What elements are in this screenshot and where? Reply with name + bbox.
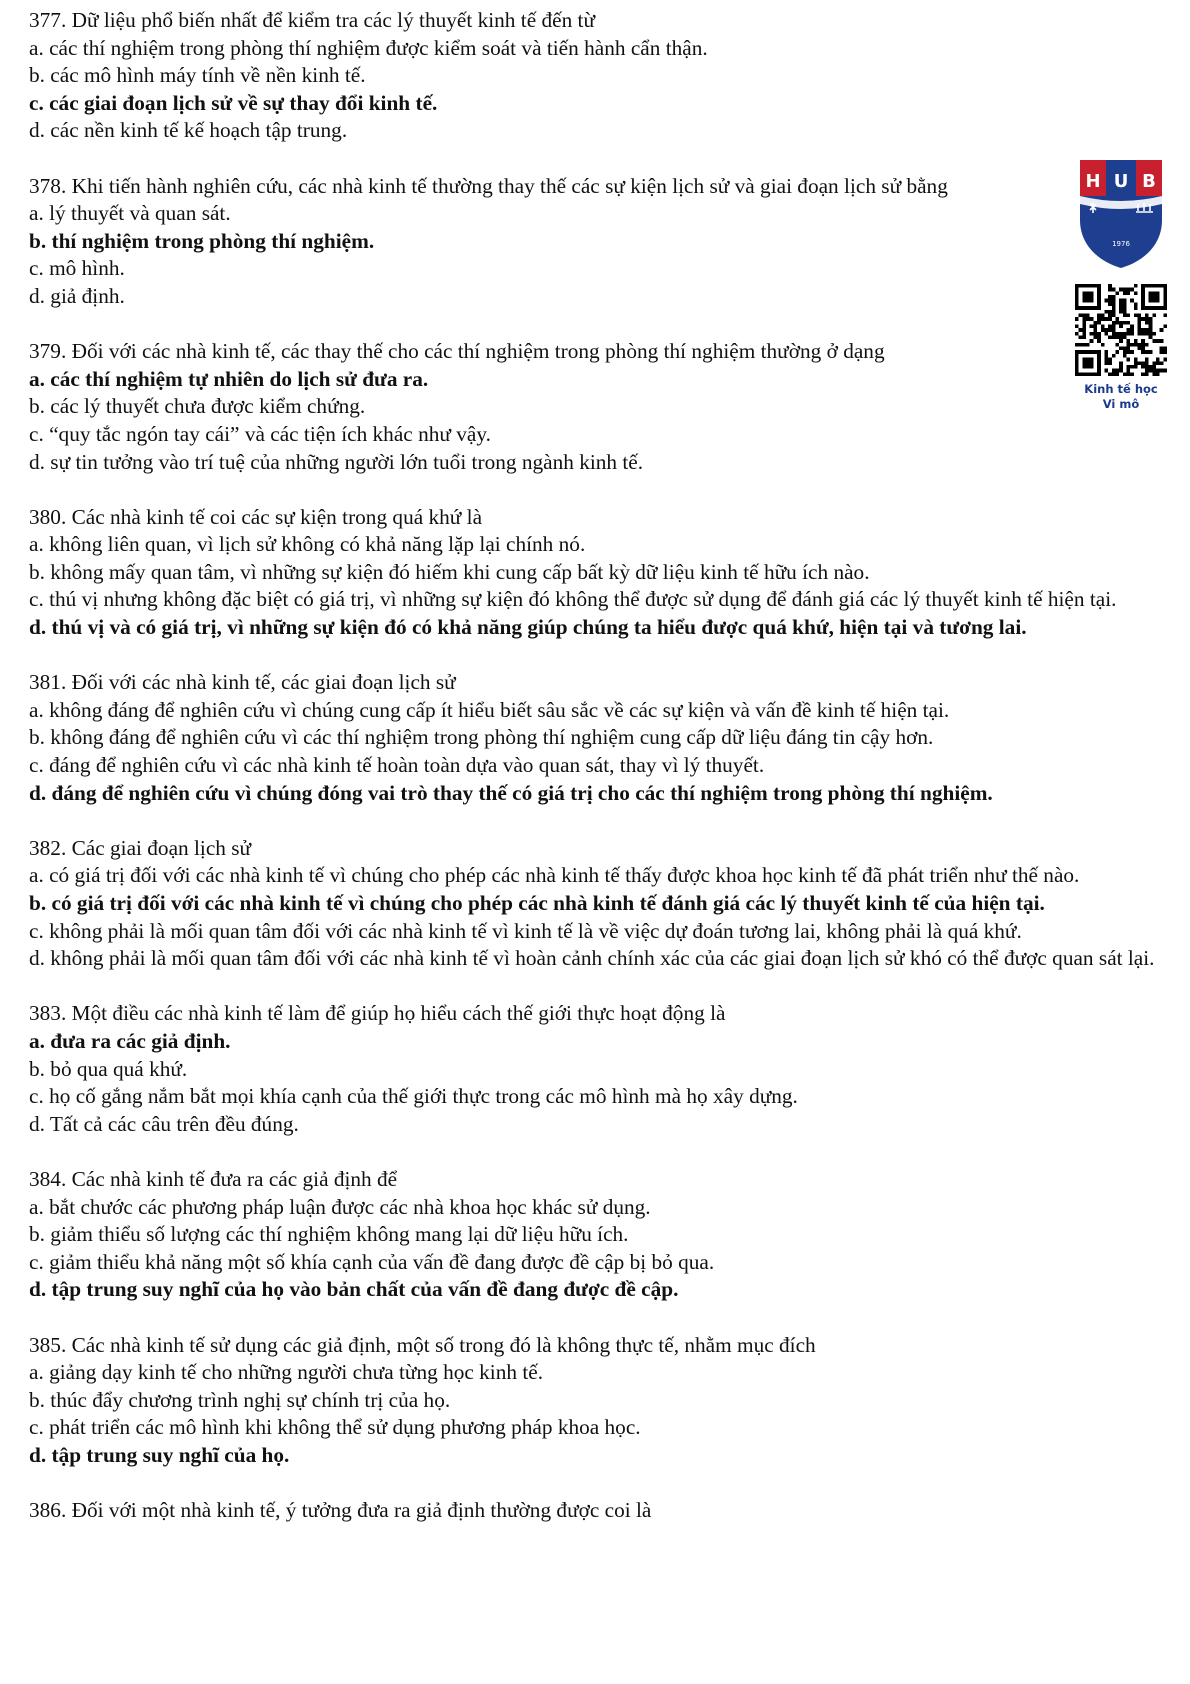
- logo-caption: [1066, 382, 1176, 412]
- answer-option: a. không liên quan, vì lịch sử không có khả năng lặp lại chính nó.: [29, 532, 586, 557]
- answer-option: b. bỏ qua quá khứ.: [29, 1056, 188, 1081]
- question-block: [29, 173, 1169, 311]
- question-stem: 379. Đối với các nhà kinh tế, các thay thế cho các thí nghiệm trong phòng thí nghiệm thường ở dạng: [29, 339, 885, 364]
- answer-option: d. Tất cả các câu trên đều đúng.: [29, 1111, 299, 1136]
- answer-option: c. không phải là mối quan tâm đối với các nhà kinh tế vì kinh tế là về việc dự đoán tương lai, không phải là quá khứ.: [29, 918, 1022, 943]
- question-stem: 383. Một điều các nhà kinh tế làm để giúp họ hiểu cách thế giới thực hoạt động là: [29, 1001, 726, 1026]
- question-block: [29, 1332, 1169, 1470]
- answer-option-correct: c. các giai đoạn lịch sử về sự thay đổi kinh tế.: [29, 90, 438, 115]
- answer-option: b. các mô hình máy tính về nền kinh tế.: [29, 63, 366, 88]
- answer-option: c. mô hình.: [29, 256, 125, 281]
- answer-option-correct: d. tập trung suy nghĩ của họ.: [29, 1442, 290, 1467]
- answer-option: a. có giá trị đối với các nhà kinh tế vì chúng cho phép các nhà kinh tế thấy được khoa học kinh tế đã phát triển như thế nào.: [29, 863, 1080, 888]
- question-stem: 385. Các nhà kinh tế sử dụng các giả định, một số trong đó là không thực tế, nhằm mục đích: [29, 1332, 816, 1357]
- answer-option-correct: d. đáng để nghiên cứu vì chúng đóng vai trò thay thế có giá trị cho các thí nghiệm trong phòng thí nghiệm.: [29, 780, 993, 805]
- answer-option: a. lý thuyết và quan sát.: [29, 201, 231, 226]
- question-block: [29, 504, 1169, 642]
- qr-code-icon: [1075, 284, 1167, 376]
- answer-option: b. không mấy quan tâm, vì những sự kiện đó hiếm khi cung cấp bất kỳ dữ liệu kinh tế hữu ích nào.: [29, 559, 870, 584]
- answer-option: d. các nền kinh tế kế hoạch tập trung.: [29, 118, 348, 143]
- logo-year: 1976: [1112, 240, 1130, 248]
- question-stem: 381. Đối với các nhà kinh tế, các giai đoạn lịch sử: [29, 670, 456, 695]
- answer-option: c. giảm thiểu khả năng một số khía cạnh của vấn đề đang được đề cập bị bỏ qua.: [29, 1249, 715, 1274]
- question-stem: 378. Khi tiến hành nghiên cứu, các nhà kinh tế thường thay thế các sự kiện lịch sử và giai đoạn lịch sử bằng: [29, 173, 948, 198]
- answer-option: d. không phải là mối quan tâm đối với các nhà kinh tế vì hoàn cảnh chính xác của các giai đoạn lịch sử khó có thể được quan sát lại.: [29, 946, 1155, 971]
- answer-option: c. “quy tắc ngón tay cái” và các tiện ích khác như vậy.: [29, 421, 491, 446]
- question-block: [29, 7, 1169, 145]
- answer-option: c. thú vị nhưng không đặc biệt có giá trị, vì những sự kiện đó không thể được sử dụng để đánh giá các lý thuyết kinh tế hiện tại.: [29, 587, 1117, 612]
- answer-option: d. sự tin tưởng vào trí tuệ của những người lớn tuổi trong ngành kinh tế.: [29, 449, 644, 474]
- question-block: [29, 1166, 1169, 1304]
- logo-letter-h: H: [1085, 171, 1101, 192]
- answer-option-correct: a. các thí nghiệm tự nhiên do lịch sử đưa ra.: [29, 366, 429, 391]
- answer-option-correct: b. thí nghiệm trong phòng thí nghiệm.: [29, 228, 375, 253]
- answer-option: c. đáng để nghiên cứu vì các nhà kinh tế hoàn toàn dựa vào quan sát, thay vì lý thuyết.: [29, 753, 765, 778]
- logo-letter-b: B: [1142, 171, 1156, 192]
- answer-option-correct: d. tập trung suy nghĩ của họ vào bản chất của vấn đề đang được đề cập.: [29, 1277, 679, 1302]
- answer-option-correct: a. đưa ra các giả định.: [29, 1028, 231, 1053]
- question-stem: 386. Đối với một nhà kinh tế, ý tưởng đưa ra giả định thường được coi là: [29, 1498, 652, 1523]
- answer-option: b. giảm thiểu số lượng các thí nghiệm không mang lại dữ liệu hữu ích.: [29, 1222, 629, 1247]
- answer-option: d. giả định.: [29, 283, 125, 308]
- logo-letter-u: U: [1113, 171, 1129, 192]
- question-block: [29, 1497, 1169, 1525]
- answer-option: a. không đáng để nghiên cứu vì chúng cung cấp ít hiểu biết sâu sắc về các sự kiện và vấn đề kinh tế hiện tại.: [29, 697, 950, 722]
- answer-option: c. họ cố gắng nắm bắt mọi khía cạnh của thế giới thực trong các mô hình mà họ xây dựng.: [29, 1084, 798, 1109]
- answer-option: a. bắt chước các phương pháp luận được các nhà khoa học khác sử dụng.: [29, 1194, 651, 1219]
- logo-caption-line1: Kinh tế học: [1084, 382, 1158, 396]
- question-stem: 382. Các giai đoạn lịch sử: [29, 835, 252, 860]
- question-stem: 380. Các nhà kinh tế coi các sự kiện trong quá khứ là: [29, 504, 483, 529]
- hub-logo-block: [1066, 156, 1176, 412]
- answer-option-correct: d. thú vị và có giá trị, vì những sự kiện đó có khả năng giúp chúng ta hiểu được quá khứ, hiện tại và tương lai.: [29, 615, 1027, 640]
- answer-option: c. phát triển các mô hình khi không thể sử dụng phương pháp khoa học.: [29, 1415, 641, 1440]
- answer-option: b. thúc đẩy chương trình nghị sự chính trị của họ.: [29, 1387, 451, 1412]
- answer-option-correct: b. có giá trị đối với các nhà kinh tế vì chúng cho phép các nhà kinh tế đánh giá các lý thuyết kinh tế của hiện tại.: [29, 891, 1045, 915]
- question-stem: 377. Dữ liệu phổ biến nhất để kiểm tra các lý thuyết kinh tế đến từ: [29, 8, 596, 32]
- question-list: [29, 7, 1169, 1552]
- question-block: [29, 338, 1169, 476]
- answer-option: a. giảng dạy kinh tế cho những người chưa từng học kinh tế.: [29, 1360, 544, 1385]
- answer-option: b. các lý thuyết chưa được kiểm chứng.: [29, 394, 366, 419]
- answer-option: b. không đáng để nghiên cứu vì các thí nghiệm trong phòng thí nghiệm cung cấp dữ liệu đáng tin cậy hơn.: [29, 725, 934, 750]
- logo-caption-line2: Vi mô: [1102, 397, 1140, 411]
- question-block: [29, 835, 1169, 973]
- question-stem: 384. Các nhà kinh tế đưa ra các giả định để: [29, 1166, 398, 1191]
- question-block: [29, 669, 1169, 807]
- hub-shield-logo-icon: [1076, 156, 1166, 271]
- answer-option: a. các thí nghiệm trong phòng thí nghiệm được kiểm soát và tiến hành cẩn thận.: [29, 35, 708, 60]
- question-block: [29, 1000, 1169, 1138]
